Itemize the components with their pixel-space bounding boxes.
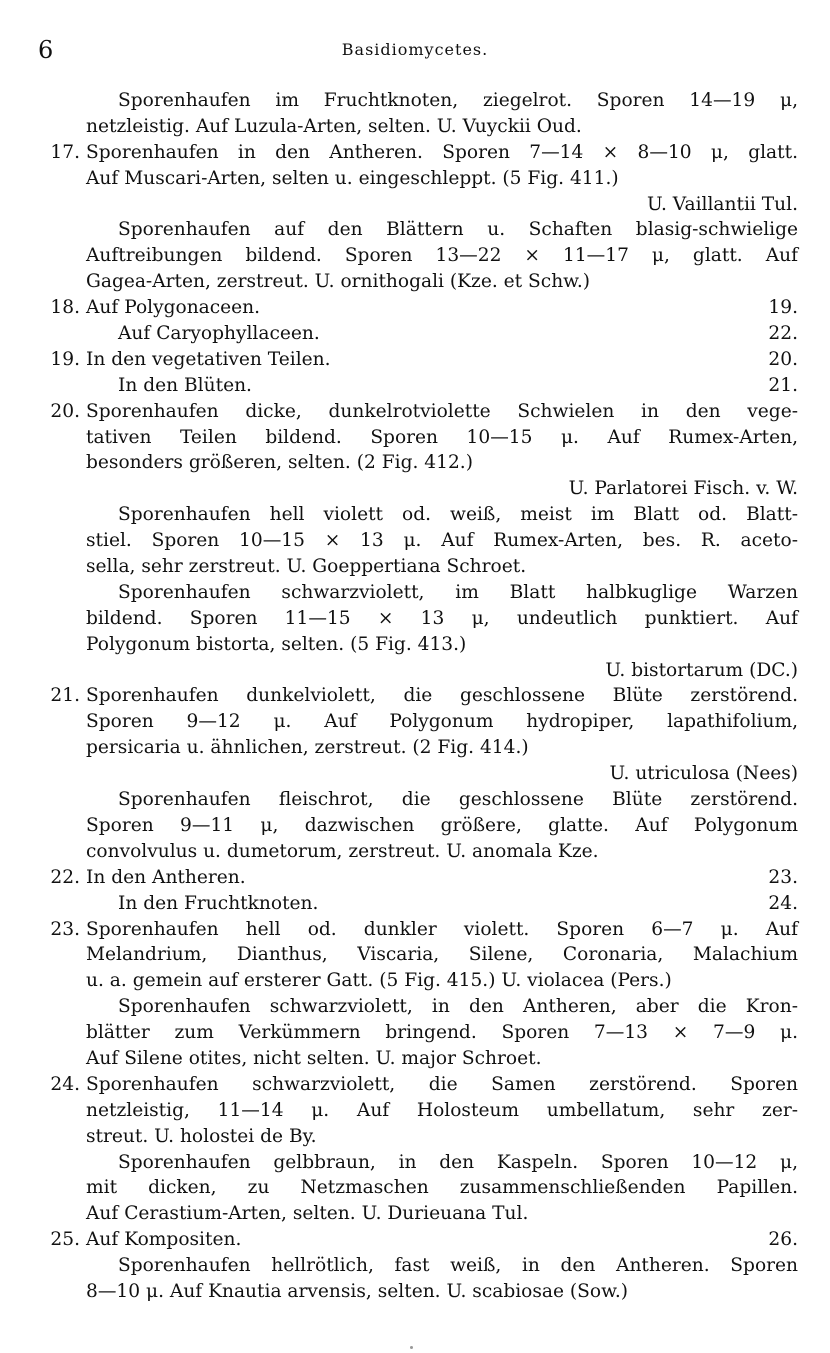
text-line [38,269,798,295]
couplet-number: 18. [50,297,80,319]
line-text: bildend. Sporen 11—15 × 13 μ, undeutlich punktiert. Auf [86,607,798,629]
line-text: tativen Teilen bildend. Sporen 10—15 μ. Auf Rumex-Arten, [86,426,798,448]
text-line [38,1020,798,1046]
text-line [38,787,798,813]
text-line [38,88,798,114]
line-text: persicaria u. ähnlichen, zerstreut. (2 Fig. 414.) [86,737,529,759]
line-text: streut. U. holostei de By. [86,1125,317,1147]
line-text: Auf Muscari-Arten, selten u. eingeschleppt. (5 Fig. 411.) [86,167,619,189]
line-text: Auf Caryophyllaceen. [118,323,320,345]
couplet-number: 19. [50,348,80,370]
text-line [38,295,798,321]
line-text: Sporenhaufen auf den Blättern u. Schaften blasig-schwielige [118,219,798,241]
species-name: U. bistortarum (DC.) [605,659,798,681]
text-line [38,476,798,502]
line-text: Sporenhaufen in den Antheren. Sporen 7—14 × 8—10 μ, glatt. [86,141,798,163]
text-line [38,373,798,399]
line-text: In den vegetativen Teilen. [86,348,331,370]
couplet-reference: 22. [768,323,798,345]
text-line [38,580,798,606]
text-line [38,1201,798,1227]
line-text: Melandrium, Dianthus, Viscaria, Silene, Coronaria, Malachium [86,944,798,966]
couplet-reference: 24. [768,892,798,914]
text-line [38,994,798,1020]
line-text: netzleistig, 11—14 μ. Auf Holosteum umbellatum, sehr zer- [86,1099,798,1121]
text-line [38,865,798,891]
line-text: Sporenhaufen schwarzviolett, in den Antheren, aber die Kron- [118,996,798,1018]
line-text: Sporen 9—12 μ. Auf Polygonum hydropiper, lapathifolium, [86,711,798,733]
couplet-number: 22. [50,866,80,888]
line-text: Sporenhaufen schwarzviolett, die Samen zerstörend. Sporen [86,1073,798,1095]
species-name: U. Vaillantii Tul. [646,193,798,215]
couplet-reference: 26. [768,1229,798,1251]
text-line [38,502,798,528]
couplet-reference: 19. [768,297,798,319]
text-line [38,1227,798,1253]
line-text: Auf Kompositen. [86,1229,242,1251]
line-text: Gagea-Arten, zerstreut. U. ornithogali (Kze. et Schw.) [86,271,591,293]
text-line [38,683,798,709]
line-text: mit dicken, zu Netzmaschen zusammenschließenden Papillen. [86,1177,798,1199]
text-line [38,1279,798,1305]
line-text: In den Blüten. [118,374,252,396]
line-text: besonders größeren, selten. (2 Fig. 412.) [86,452,473,474]
text-line [38,968,798,994]
text-line [38,1072,798,1098]
couplet-number: 21. [50,685,80,707]
couplet-reference: 23. [768,866,798,888]
line-text: Sporenhaufen hell violett od. weiß, meist im Blatt od. Blatt- [118,504,798,526]
text-line [38,658,798,684]
text-line [38,1150,798,1176]
line-text: Sporenhaufen dunkelviolett, die geschlossene Blüte zerstörend. [86,685,798,707]
line-text: 8—10 μ. Auf Knautia arvensis, selten. U. scabiosae (Sow.) [86,1280,628,1302]
line-text: Auftreibungen bildend. Sporen 13—22 × 11—17 μ, glatt. Auf [86,245,798,267]
text-line [38,192,798,218]
text-line [38,347,798,373]
line-text: Sporenhaufen hellrötlich, fast weiß, in den Antheren. Sporen [118,1255,798,1277]
line-text: u. a. gemein auf ersterer Gatt. (5 Fig. 415.) U. violacea (Pers.) [86,970,672,992]
text-line [38,761,798,787]
couplet-number: 24. [50,1073,80,1095]
couplet-number: 20. [50,400,80,422]
text-line [38,243,798,269]
text-line [38,735,798,761]
text-line [38,166,798,192]
text-line [38,114,798,140]
line-text: Sporen 9—11 μ, dazwischen größere, glatte. Auf Polygonum [86,814,798,836]
text-line [38,839,798,865]
text-line [38,709,798,735]
text-line [38,1175,798,1201]
line-text: In den Antheren. [86,866,246,888]
line-text: Sporenhaufen gelbbraun, in den Kaspeln. Sporen 10—12 μ, [118,1151,798,1173]
line-text: netzleistig. Auf Luzula-Arten, selten. U. Vuyckii Oud. [86,115,582,137]
text-line [38,891,798,917]
text-line [38,450,798,476]
text-line [38,1046,798,1072]
species-name: U. Parlatorei Fisch. v. W. [568,478,798,500]
text-line [38,140,798,166]
page-header [38,36,792,66]
line-text: Sporenhaufen im Fruchtknoten, ziegelrot. Sporen 14—19 μ, [118,90,798,111]
page-mark [410,1346,413,1349]
text-line [38,1098,798,1124]
text-line [38,632,798,658]
text-line [38,942,798,968]
line-text: Sporenhaufen hell od. dunkler violett. Sporen 6—7 μ. Auf [86,918,798,940]
text-line [38,917,798,943]
text-line [38,813,798,839]
line-text: Auf Cerastium-Arten, selten. U. Durieuana Tul. [86,1203,529,1225]
couplet-reference: 21. [768,374,798,396]
text-line [38,606,798,632]
line-text: Sporenhaufen fleischrot, die geschlossene Blüte zerstörend. [118,789,798,811]
species-name: U. utriculosa (Nees) [609,763,798,785]
key-text-body [38,88,798,1305]
couplet-number: 17. [50,141,80,163]
line-text: convolvulus u. dumetorum, zerstreut. U. anomala Kze. [86,840,599,862]
line-text: Auf Polygonaceen. [86,297,261,319]
text-line [38,399,798,425]
couplet-number: 25. [50,1229,80,1251]
couplet-number: 23. [50,918,80,940]
text-line [38,425,798,451]
text-line [38,321,798,347]
text-line [38,217,798,243]
line-text: Auf Silene otites, nicht selten. U. major Schroet. [86,1047,542,1069]
text-line [38,1253,798,1279]
couplet-reference: 20. [768,348,798,370]
line-text: stiel. Sporen 10—15 × 13 μ. Auf Rumex-Arten, bes. R. aceto- [86,530,798,552]
line-text: Sporenhaufen schwarzviolett, im Blatt halbkuglige Warzen [118,581,798,603]
text-line [38,554,798,580]
text-line [38,528,798,554]
line-text: Polygonum bistorta, selten. (5 Fig. 413.) [86,633,467,655]
line-text: In den Fruchtknoten. [118,892,319,914]
line-text: sella, sehr zerstreut. U. Goeppertiana Schroet. [86,556,527,578]
page-number: 6 [38,36,54,64]
running-title: Basidiomycetes. [341,40,489,59]
line-text: blätter zum Verkümmern bringend. Sporen 7—13 × 7—9 μ. [86,1022,798,1044]
line-text: Sporenhaufen dicke, dunkelrotviolette Schwielen in den vege- [86,400,798,422]
text-line [38,1124,798,1150]
